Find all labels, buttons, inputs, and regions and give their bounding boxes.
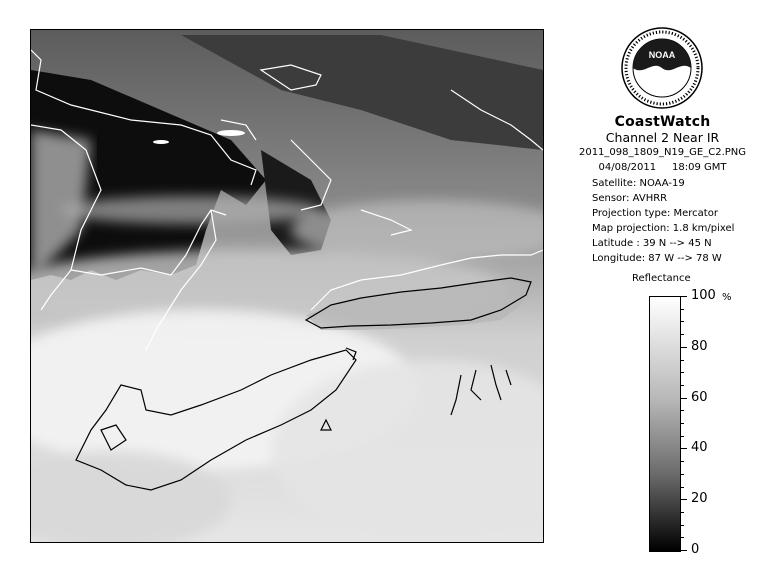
colorbar-tick	[681, 372, 684, 373]
colorbar-tick	[681, 385, 684, 386]
colorbar-tick	[681, 537, 684, 538]
satellite-map	[30, 29, 544, 543]
colorbar-tick-label: 0	[691, 542, 700, 557]
colorbar-tick	[681, 525, 684, 526]
colorbar-tick	[681, 334, 684, 335]
logo-text: NOAA	[648, 50, 676, 60]
colorbar-tick	[681, 474, 684, 475]
latitude-text: Latitude : 39 N --> 45 N	[592, 238, 712, 249]
colorbar-tick-label: 60	[691, 390, 708, 405]
colorbar-tick	[681, 398, 687, 399]
colorbar-tick	[681, 321, 684, 322]
projection-type-text: Projection type: Mercator	[592, 208, 718, 219]
colorbar-tick	[681, 423, 684, 424]
colorbar-tick	[681, 347, 687, 348]
datetime-text: 04/08/2011 18:09 GMT	[598, 162, 727, 173]
colorbar-tick	[681, 410, 684, 411]
colorbar-tick	[681, 487, 684, 488]
map-projection-text: Map projection: 1.8 km/pixel	[592, 223, 735, 234]
colorbar-tick	[681, 448, 687, 449]
page-title: CoastWatch	[614, 114, 711, 130]
colorbar-tick	[681, 360, 684, 361]
colorbar-tick	[681, 436, 684, 437]
noaa-seal-icon	[620, 26, 704, 110]
colorbar-tick	[681, 461, 684, 462]
colorbar-tick-label: 100	[691, 288, 716, 303]
colorbar-tick	[681, 550, 687, 551]
channel-subtitle: Channel 2 Near IR	[605, 130, 720, 145]
colorbar-label: Reflectance	[632, 273, 691, 284]
colorbar-tick-label: 40	[691, 440, 708, 455]
colorbar-tick-label: 20	[691, 491, 708, 506]
filename-text: 2011_098_1809_N19_GE_C2.PNG	[578, 147, 747, 158]
colorbar-tick	[681, 499, 687, 500]
colorbar-tick	[681, 512, 684, 513]
map-image	[31, 30, 543, 542]
longitude-text: Longitude: 87 W --> 78 W	[592, 253, 722, 264]
sensor-text: Sensor: AVHRR	[592, 193, 668, 204]
colorbar-tick	[681, 296, 687, 297]
colorbar-unit: %	[722, 292, 732, 303]
colorbar-tick	[681, 309, 684, 310]
colorbar-tick-label: 80	[691, 339, 708, 354]
reflectance-colorbar	[649, 296, 681, 552]
satellite-text: Satellite: NOAA-19	[592, 178, 685, 189]
